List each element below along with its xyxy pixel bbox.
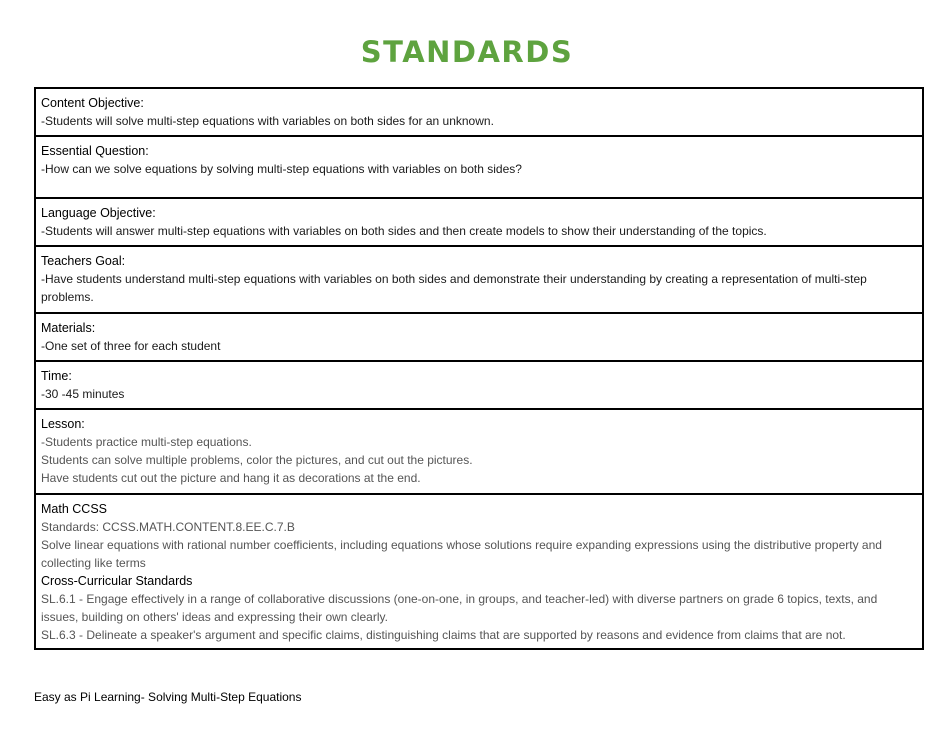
time-row [35, 361, 923, 409]
materials-text: -One set of three for each student [41, 339, 221, 353]
language-objective-cell [35, 198, 923, 246]
math-ccss-cell [35, 494, 923, 649]
cross-curricular-standard: SL.6.3 - Delineate a speaker's argument and specific claims, distinguishing claims that are supported by reasons and evidence from claims that are not. [41, 628, 846, 642]
essential-question-text: -How can we solve equations by solving multi-step equations with variables on both sides? [41, 162, 522, 176]
ccss-standard-description: Solve linear equations with rational number coefficients, including equations whose solutions require expanding expressions using the distributive property and collecting like terms [41, 538, 882, 570]
cross-curricular-label: Cross-Curricular Standards [41, 574, 193, 588]
standards-table [34, 87, 924, 650]
teachers-goal-text: -Have students understand multi-step equations with variables on both sides and demonstrate their understanding by creating a representation of multi-step problems. [41, 272, 867, 304]
content-objective-label: Content Objective: [41, 96, 144, 110]
teachers-goal-label: Teachers Goal: [41, 254, 126, 268]
time-text: -30 -45 minutes [41, 387, 125, 401]
essential-question-cell [35, 136, 923, 198]
language-objective-text: -Students will answer multi-step equations with variables on both sides and then create models to show their understanding of the topics. [41, 224, 767, 238]
language-objective-row [35, 198, 923, 246]
lesson-row [35, 409, 923, 494]
essential-question-label: Essential Question: [41, 144, 149, 158]
lesson-line: -Students practice multi-step equations. [41, 435, 252, 449]
cross-curricular-standard: SL.6.1 - Engage effectively in a range of collaborative discussions (one-on-one, in groups, and teacher-led) with diverse partners on grade 6 topics, texts, and issues, building on others' ideas and expressing their own clearly. [41, 592, 878, 624]
time-label: Time: [41, 369, 72, 383]
content-objective-row [35, 88, 923, 136]
page-title: STANDARDS [360, 35, 574, 69]
ccss-standard-code: Standards: CCSS.MATH.CONTENT.8.EE.C.7.B [41, 520, 295, 534]
footer-text: Easy as Pi Learning- Solving Multi-Step Equations [34, 690, 302, 704]
time-cell [35, 361, 923, 409]
teachers-goal-cell [35, 246, 923, 313]
essential-question-row [35, 136, 923, 198]
language-objective-label: Language Objective: [41, 206, 156, 220]
lesson-line: Have students cut out the picture and hang it as decorations at the end. [41, 471, 421, 485]
content-objective-cell [35, 88, 923, 136]
lesson-label: Lesson: [41, 417, 85, 431]
materials-cell [35, 313, 923, 361]
lesson-cell [35, 409, 923, 494]
materials-row [35, 313, 923, 361]
math-ccss-label: Math CCSS [41, 502, 107, 516]
content-objective-text: -Students will solve multi-step equations with variables on both sides for an unknown. [41, 114, 494, 128]
teachers-goal-row [35, 246, 923, 313]
lesson-line: Students can solve multiple problems, color the pictures, and cut out the pictures. [41, 453, 473, 467]
materials-label: Materials: [41, 321, 96, 335]
math-ccss-row [35, 494, 923, 649]
